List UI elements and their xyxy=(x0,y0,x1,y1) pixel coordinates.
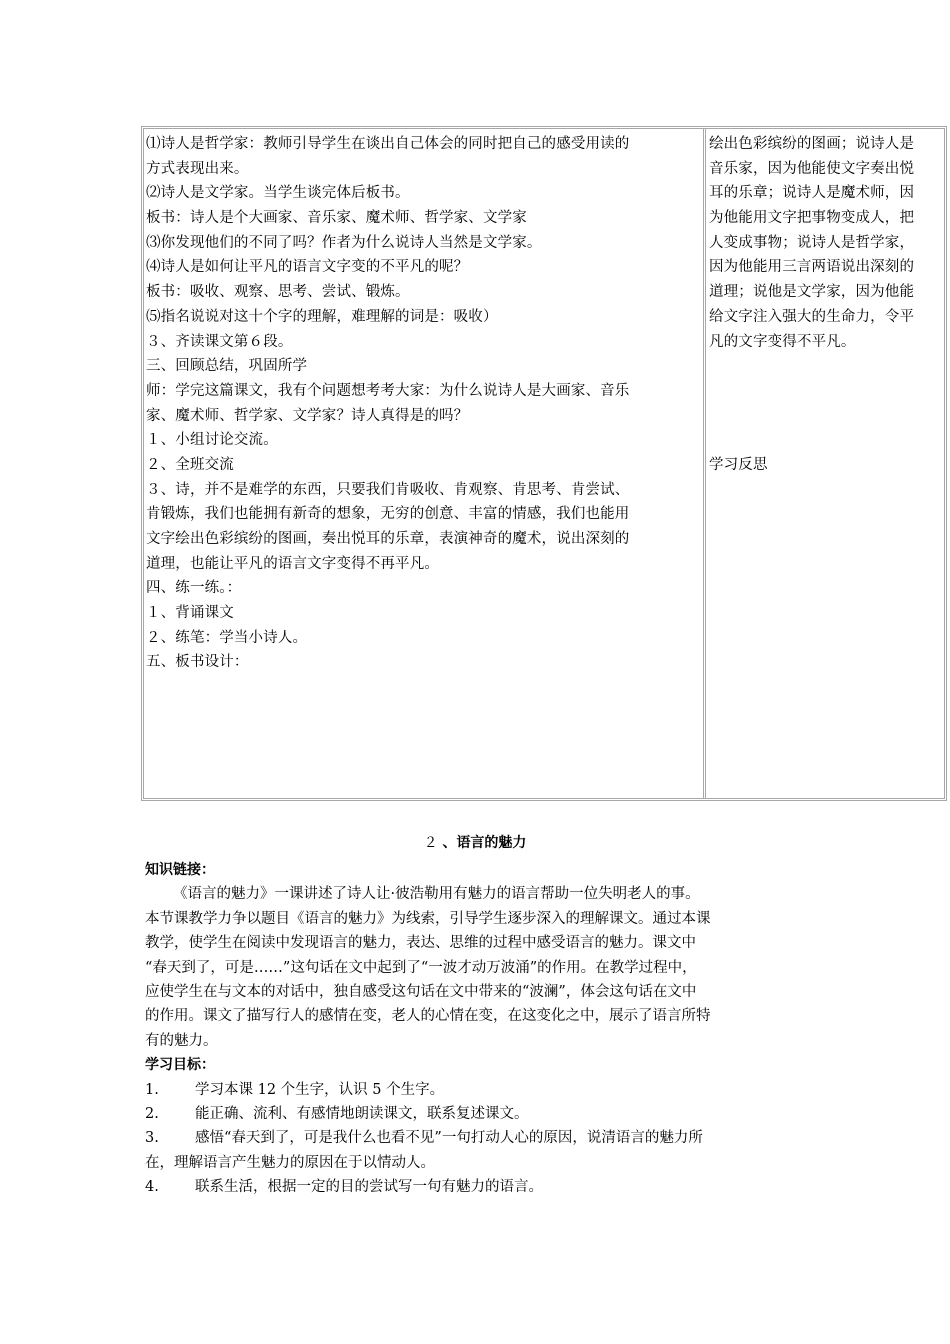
table-side-line: 耳的乐章；说诗人是魔术师，因 xyxy=(709,185,915,202)
table-main-line: １、小组讨论交流。 xyxy=(146,432,278,449)
table-main-line: ⑴诗人是哲学家：教师引导学生在谈出自己体会的同时把自己的感受用读的 xyxy=(146,136,630,152)
goal-text: 在，理解语言产生魅力的原因在于以情动人。 xyxy=(145,1154,435,1171)
goal-number: 3. xyxy=(145,1130,159,1147)
table-side-line xyxy=(709,379,944,404)
table-main-line: 道理，也能让平凡的语言文字变得不再平凡。 xyxy=(146,555,439,572)
table-main-line: 方式表现出来。 xyxy=(146,160,249,177)
table-main-line: ⑵诗人是文学家。当学生谈完体后板书。 xyxy=(146,185,410,202)
table-main-line: １、背诵课文 xyxy=(146,605,234,622)
section-number: ２ xyxy=(423,835,438,851)
table-main-line: ⑷诗人是如何让平凡的语言文字变的不平凡的呢？ xyxy=(146,259,469,276)
table-main-line: 文字绘出色彩缤纷的图画，奏出悦耳的乐章，表演神奇的魔术，说出深刻的 xyxy=(146,531,630,547)
goal-text: 感悟“春天到了，可是我什么也看不见”一句打动人心的原因，说清语言的魅力所 xyxy=(195,1130,703,1147)
goal-item xyxy=(145,1102,825,1126)
goals-list xyxy=(145,1078,825,1200)
table-main-line: 三、回顾总结，巩固所学 xyxy=(146,358,308,375)
knowledge-line: 的作用。课文了描写行人的感情在变，老人的心情在变，在这变化之中，展示了语言所特 xyxy=(145,1008,711,1025)
knowledge-line: 应使学生在与文本的对话中，独自感受这句话在文中带来的“波澜”，体会这句话在文中 xyxy=(145,983,697,1000)
goal-item xyxy=(145,1078,825,1102)
table-main-line: ⑶你发现他们的不同了吗？作者为什么说诗人当然是文学家。 xyxy=(146,234,542,251)
knowledge-line: 《语言的魅力》一课讲述了诗人让·彼浩勒用有魅力的语言帮助一位失明老人的事。 xyxy=(173,886,700,903)
section-title xyxy=(0,832,950,854)
knowledge-line: 教学，使学生在阅读中发现语言的魅力，表达、思维的过程中感受语言的魅力。课文中 xyxy=(145,935,696,952)
table-main-line: ⑸指名说说对这十个字的理解，难理解的词是：吸收） xyxy=(146,308,498,325)
goal-item xyxy=(145,1126,825,1150)
table-main-line: ３、诗，并不是难学的东西，只要我们肯吸收、肯观察、肯思考、肯尝试、 xyxy=(146,481,630,498)
goal-text: 能正确、流利、有感情地朗读课文，联系复述课文。 xyxy=(195,1105,529,1122)
table-side-line: 为他能用文字把事物变成人，把 xyxy=(709,210,915,227)
knowledge-paragraph xyxy=(145,882,825,1053)
goal-item xyxy=(145,1175,825,1199)
knowledge-line: 有的魅力。 xyxy=(145,1032,218,1049)
goal-item xyxy=(145,1151,825,1175)
section-title-text: 语言的魅力 xyxy=(456,835,527,851)
table-side-line: 凡的文字变得不平凡。 xyxy=(709,333,856,350)
table-side-column xyxy=(706,129,944,798)
table-main-line: 师：学完这篇课文，我有个问题想考考大家：为什么说诗人是大画家、音乐 xyxy=(146,382,630,399)
table-side-line: 给文字注入强大的生命力，令平 xyxy=(709,308,915,325)
goal-number: 1. xyxy=(145,1081,159,1098)
lesson-body xyxy=(145,858,825,1199)
table-main-line: 家、魔术师、哲学家、文学家？诗人真得是的吗？ xyxy=(146,407,469,424)
goal-number: 4. xyxy=(145,1179,159,1196)
goals-heading: 学习目标： xyxy=(145,1057,215,1074)
knowledge-line: “春天到了，可是……”这句话在文中起到了“一波才动万波涌”的作用。在教学过程中， xyxy=(145,959,697,976)
table-main-line: 板书：吸收、观察、思考、尝试、锻炼。 xyxy=(146,284,410,301)
table-side-line: 道理；说他是文学家，因为他能 xyxy=(709,284,915,301)
table-side-line: 因为他能用三言两语说出深刻的 xyxy=(709,259,915,276)
knowledge-line: 本节课教学力争以题目《语言的魅力》为线索，引导学生逐步深入的理解课文。通过本课 xyxy=(145,910,711,927)
lesson-plan-table xyxy=(141,126,947,801)
table-side-line: 学习反思 xyxy=(709,456,768,473)
table-main-line: 四、练一练。： xyxy=(146,580,242,597)
table-side-line: 音乐家，因为他能使文字奏出悦 xyxy=(709,160,915,177)
table-side-line xyxy=(709,354,944,379)
table-side-line xyxy=(709,404,944,429)
goal-text: 联系生活，根据一定的目的尝试写一句有魅力的语言。 xyxy=(195,1179,543,1196)
table-main-line: 板书：诗人是个大画家、音乐家、魔术师、哲学家、文学家 xyxy=(146,210,527,227)
table-side-line: 绘出色彩缤纷的图画；说诗人是 xyxy=(709,136,915,152)
table-main-column xyxy=(144,129,706,798)
table-side-line xyxy=(709,428,944,453)
section-separator: 、 xyxy=(442,835,457,851)
table-main-line: 肯锻炼，我们也能拥有新奇的想象，无穷的创意、丰富的情感，我们也能用 xyxy=(146,506,630,523)
knowledge-heading: 知识链接： xyxy=(145,862,215,878)
table-main-line: ２、全班交流 xyxy=(146,456,234,473)
table-side-line: 人变成事物；说诗人是哲学家， xyxy=(709,234,915,251)
goal-number: 2. xyxy=(145,1105,159,1122)
table-main-line: ３、齐读课文第６段。 xyxy=(146,333,293,350)
table-main-line: ２、练笔：学当小诗人。 xyxy=(146,629,308,646)
table-main-line: 五、板书设计： xyxy=(146,654,249,671)
goal-text: 学习本课 12 个生字，认识 5 个生字。 xyxy=(195,1081,445,1098)
